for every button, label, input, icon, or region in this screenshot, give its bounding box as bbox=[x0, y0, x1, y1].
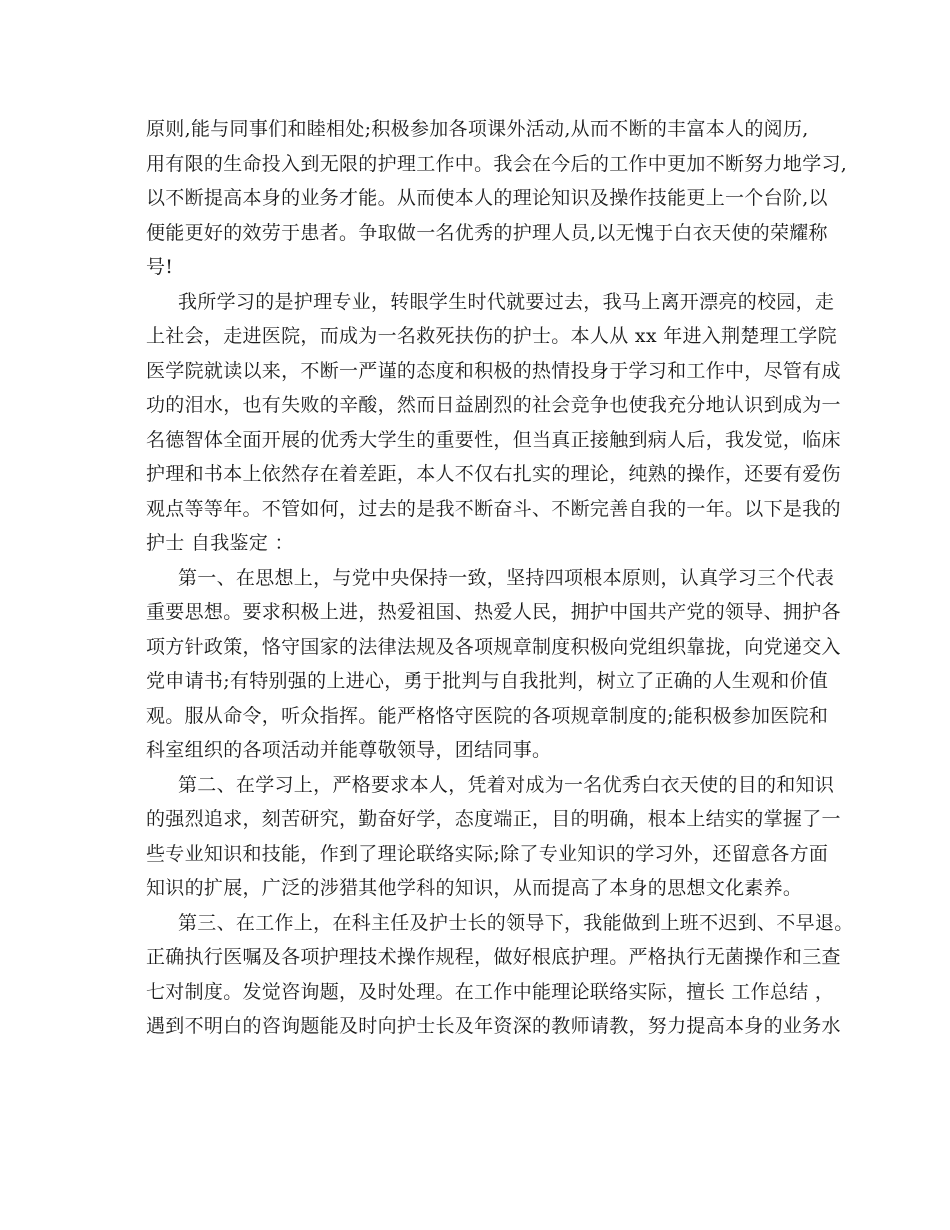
paragraph-1 bbox=[146, 112, 848, 285]
text-line: 党申请书;有特别强的上进心，勇于批判与自我批判，树立了正确的人生观和价值 bbox=[146, 670, 829, 692]
text-line: 以不断提高本身的业务才能。从而使本人的理论知识及操作技能更上一个台阶,以 bbox=[146, 187, 828, 209]
text-line: 的强烈追求，刻苦研究，勤奋好学，态度端正，目的明确，根本上结实的掌握了一 bbox=[146, 808, 841, 830]
text-line: 正确执行医嘱及各项护理技术操作规程，做好根底护理。严格执行无菌操作和三查 bbox=[146, 946, 841, 968]
text-line: 些专业知识和技能，作到了理论联络实际;除了专业知识的学习外，还留意各方面 bbox=[146, 842, 829, 865]
text-line: 观。服从命令，听众指挥。能严格恪守医院的各项规章制度的;能积极参加医院和 bbox=[146, 704, 829, 727]
text-line: 用有限的生命投入到无限的护理工作中。我会在今后的工作中更加不断努力地学习, bbox=[146, 152, 848, 175]
text-line: 便能更好的效劳于患者。争取做一名优秀的护理人员,以无愧于白衣天使的荣耀称 bbox=[146, 221, 828, 244]
text-line: 观点等等年。不管如何，过去的是我不断奋斗、不断完善自我的一年。以下是我的 bbox=[146, 497, 841, 520]
text-line: 护士 自我鉴定 ： bbox=[146, 532, 294, 554]
text-line: 第二、在学习上，严格要求本人，凭着对成为一名优秀白衣天使的目的和知识 bbox=[178, 773, 835, 796]
text-line: 遇到不明白的咨询题能及时向护士长及年资深的教师请教，努力提高本身的业务水 bbox=[146, 1015, 841, 1037]
text-line: 知识的扩展，广泛的涉猎其他学科的知识，从而提高了本身的思想文化素养。 bbox=[146, 877, 803, 899]
paragraph-2 bbox=[146, 285, 841, 561]
text-line: 七对制度。发觉咨询题，及时处理。在工作中能理论联络实际，擅长 工作总结 ， bbox=[146, 980, 835, 1003]
text-line: 名德智体全面开展的优秀大学生的重要性，但当真正接触到病人后，我发觉，临床 bbox=[146, 428, 841, 451]
text-line: 功的泪水，也有失败的辛酸，然而日益剧烈的社会竞争也使我充分地认识到成为一 bbox=[146, 394, 841, 416]
text-line: 项方针政策，恪守国家的法律法规及各项规章制度积极向党组织靠拢，向党递交入 bbox=[146, 635, 841, 658]
text-line: 原则,能与同事们和睦相处;积极参加各项课外活动,从而不断的丰富本人的阅历, bbox=[146, 118, 809, 140]
document-body bbox=[146, 112, 854, 1044]
paragraph-5 bbox=[146, 906, 854, 1044]
text-line: 科室组织的各项活动并能尊敬领导，团结同事。 bbox=[146, 739, 552, 761]
text-line: 号! bbox=[146, 256, 174, 278]
text-line: 第一、在思想上，与党中央保持一致，坚持四项根本原则，认真学习三个代表 bbox=[178, 566, 835, 589]
text-line: 我所学习的是护理专业，转眼学生时代就要过去，我马上离开漂亮的校园，走 bbox=[178, 290, 835, 313]
text-line: 第三、在工作上，在科主任及护士长的领导下，我能做到上班不迟到、不早退。 bbox=[178, 911, 854, 934]
text-line: 护理和书本上依然存在着差距，本人不仅右扎实的理论，纯熟的操作，还要有爱伤 bbox=[146, 463, 841, 485]
paragraph-4 bbox=[146, 768, 841, 906]
text-line: 医学院就读以来，不断一严谨的态度和积极的热情投身于学习和工作中，尽管有成 bbox=[146, 359, 841, 382]
paragraph-3 bbox=[146, 561, 841, 768]
text-line: 重要思想。要求积极上进，热爱祖国、热爱人民，拥护中国共产党的领导、拥护各 bbox=[146, 601, 841, 623]
text-line: 上社会，走进医院，而成为一名救死扶伤的护士。本人从 xx 年进入荆楚理工学院 bbox=[146, 325, 837, 347]
